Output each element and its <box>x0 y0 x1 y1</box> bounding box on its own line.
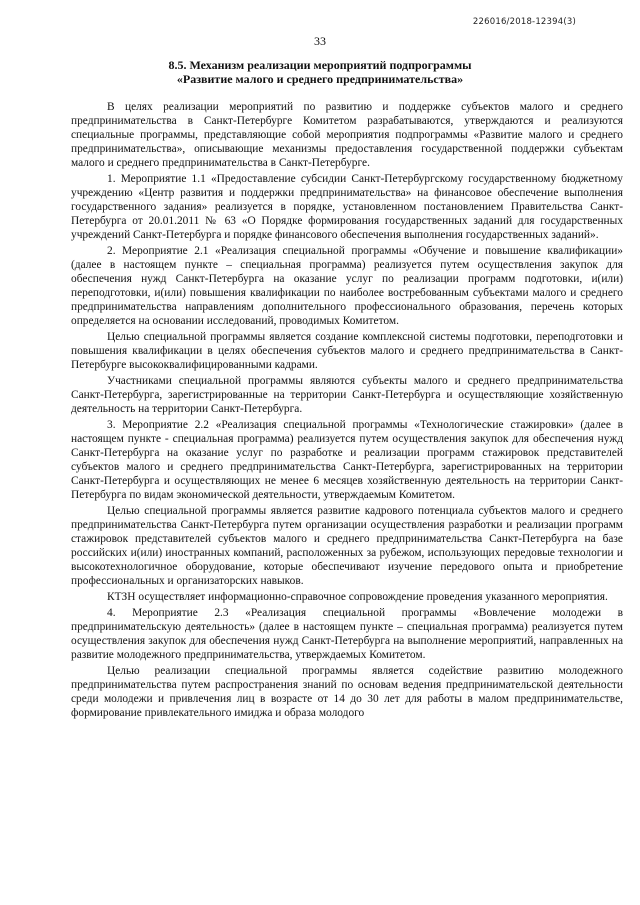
section-heading <box>70 58 570 86</box>
section-title-line-1: 8.5. Механизм реализации мероприятий подпрограммы <box>168 58 472 72</box>
paragraph-ktzn-support: КТЗН осуществляет информационно-справочное сопровождение проведения указанного мероприятия. <box>107 591 608 603</box>
paragraph-measure-2-3: 4. Мероприятие 2.3 «Реализация специальной программы «Вовлечение молодежи в предпринимательскую деятельность» (далее в настоящем пункте – специальная программа) реализуется путем осуществления закупок для обеспечения нужд Санкт-Петербурга на выполнение мероприятий, направленных на развитие молодежного предпринимательства, утверждаемых Комитетом. <box>71 607 623 661</box>
paragraph-measure-1-1: 1. Мероприятие 1.1 «Предоставление субсидии Санкт-Петербургскому государственному бюджетному учреждению «Центр развития и поддержки предпринимательства» на финансовое обеспечение выполнения государственного задания» реализуется в порядке, установленном постановлением Правительства Санкт-Петербурга от 20.01.2011 № 63 «О Порядке формирования государственных заданий для государственных учреждений Санкт-Петербурга и порядке финансового обеспечения выполнения государственных заданий». <box>71 173 623 241</box>
paragraph-measure-2-3-goal: Целью реализации специальной программы является содействие развитию молодежного предпринимательства путем распространения знаний по основам ведения предпринимательской деятельности среди молодежи и привлечения лиц в возрасте от 14 до 30 лет для работы в малом предпринимательстве, формирование привлекательного имиджа и образа молодого <box>71 665 623 719</box>
section-title-line-2: «Развитие малого и среднего предпринимательства» <box>176 72 464 86</box>
paragraph-measure-2-1-participants: Участниками специальной программы являются субъекты малого и среднего предпринимательства Санкт-Петербурга, зарегистрированные на территории Санкт-Петербурга и осуществляющие хозяйственную деятельность на территории Санкт-Петербурга. <box>71 375 623 415</box>
paragraph-measure-2-1-goal: Целью специальной программы является создание комплексной системы подготовки, переподготовки и повышения квалификации в целях обеспечения субъектов малого и среднего предпринимательства в Санкт-Петербурге высококвалифицированными кадрами. <box>71 331 623 371</box>
document-id: 226016/2018-12394(3) <box>472 17 576 27</box>
paragraph-measure-2-1: 2. Мероприятие 2.1 «Реализация специальной программы «Обучение и повышение квалификации» (далее в настоящем пункте – специальная программа) реализуется путем осуществления закупок для обеспечения нужд Санкт-Петербурга на оказание услуг по реализации программ подготовки, и(или) переподготовки, и(или) повышения квалификации по наиболее востребованным субъектами малого и среднего предпринимательства направлениям дополнительного профессионального образования, перечень которых определяется на основании исследований, проводимых Комитетом. <box>71 245 623 327</box>
paragraph-intro: В целях реализации мероприятий по развитию и поддержке субъектов малого и среднего предпринимательства в Санкт-Петербурге Комитетом разрабатываются, утверждаются и реализуются специальные программы, представляющие собой мероприятия подпрограммы «Развитие малого и среднего предпринимательства», описывающие механизмы предоставления государственной поддержки субъектам малого и среднего предпринимательства в Санкт-Петербурге. <box>71 101 623 169</box>
document-body <box>71 100 623 722</box>
paragraph-measure-2-2: 3. Мероприятие 2.2 «Реализация специальной программы «Технологические стажировки» (далее в настоящем пункте - специальная программа) реализуется путем осуществления закупок для обеспечения нужд Санкт-Петербурга на оказание услуг по разработке и реализации программ стажировок представителей субъектов малого и среднего предпринимательства Санкт-Петербурга, зарегистрированных на территории Санкт-Петербурга и осуществляющих не менее 6 месяцев хозяйственную деятельность на территории Санкт-Петербурга по видам экономической деятельности, утверждаемым Комитетом. <box>71 419 623 501</box>
paragraph-measure-2-2-goal: Целью специальной программы является развитие кадрового потенциала субъектов малого и среднего предпринимательства Санкт-Петербурга путем организации осуществления разработки и реализации программ стажировок представителей субъектов малого и среднего предпринимательства Санкт-Петербурга на базе российских и(или) иностранных компаний, расположенных за рубежом, использующих передовые технологии и высокотехнологичное оборудование, которые обеспечивают изучение передового опыта и приобретение профессиональных и организаторских навыков. <box>71 505 623 587</box>
page-number: 33 <box>314 34 326 48</box>
